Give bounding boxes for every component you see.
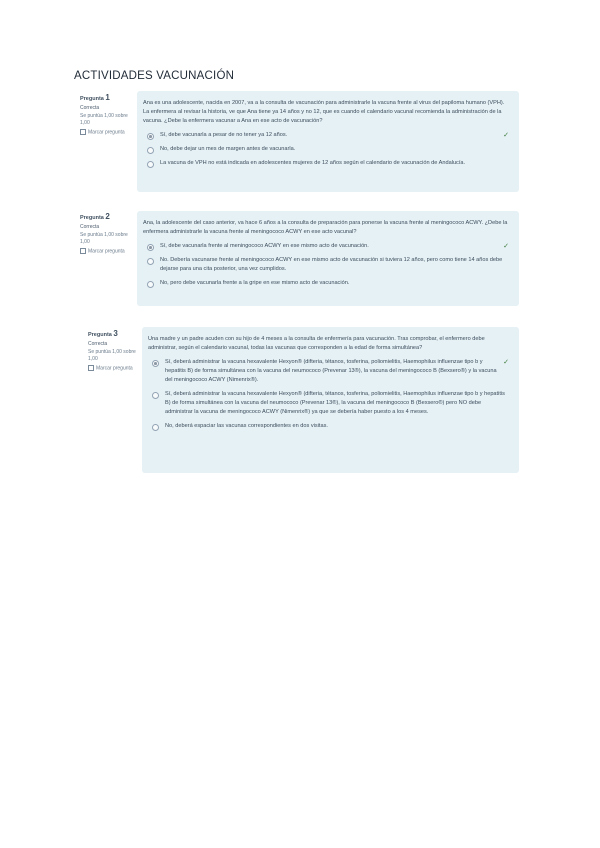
- answer-text: Sí, deberá administrar la vacuna hexavalente Hexyon® (difteria, tétanos, tosferina, poliomielitis, Haemophilus influenzae tipo b y hepatitis B) de forma simultánea con la vacuna del neumococo (Prevenar 13®), la vacuna del meningococo B (Bexsero®) y la vacuna del meningococo ACWY (Nimenrix®).: [165, 359, 497, 383]
- question-box: [137, 211, 519, 306]
- question-number: Pregunta 3: [88, 329, 118, 338]
- answer-option[interactable]: [152, 422, 509, 431]
- question-number: Pregunta 1: [80, 93, 110, 102]
- question-grade: Se puntúa 1,00 sobre 1,00: [80, 113, 128, 126]
- answer-option[interactable]: [147, 279, 509, 288]
- flag-question-button[interactable]: Marcar pregunta: [80, 129, 136, 136]
- flag-icon: [80, 129, 86, 135]
- answer-list: [147, 131, 509, 168]
- question-number: Pregunta 2: [80, 212, 110, 221]
- answer-text: Sí, deberá administrar la vacuna hexavalente Hexyon® (difteria, tétanos, tosferina, poliomielitis, Haemophilus influenzae tipo b y hepatitis B) de forma simultánea con la vacuna del neumococo (Prevenar 13®), la vacuna del meningococo B (Bexsero®) pero NO debe administrar la vacuna de meningococo ACWY (Nimenrix®) ya que se debería haber puesto a los 4 meses.: [165, 391, 505, 415]
- answer-list: [152, 358, 509, 431]
- answer-list: [147, 242, 509, 288]
- answer-text: La vacuna de VPH no está indicada en adolescentes mujeres de 12 años según el calendario de vacunación de Andalucía.: [160, 160, 466, 166]
- flag-icon: [80, 248, 86, 254]
- question-state: Correcta: [80, 223, 100, 230]
- answer-option[interactable]: [147, 145, 509, 154]
- question-info: [88, 331, 144, 372]
- answer-option[interactable]: [152, 390, 509, 417]
- question-info: [80, 214, 136, 255]
- radio-button[interactable]: [147, 258, 154, 265]
- answer-option[interactable]: [147, 242, 509, 251]
- answer-text: No. Debería vacunarse frente al meningococo ACWY en ese mismo acto de vacunación si tuviera 12 años, pero como tiene 14 años debe dejarse para una cita posterior, una vez cumplidos.: [160, 257, 503, 272]
- answer-text: Sí, debe vacunarla frente al meningococo ACWY en ese mismo acto de vacunación.: [160, 243, 369, 249]
- question-grade: Se puntúa 1,00 sobre 1,00: [88, 349, 136, 362]
- radio-button[interactable]: [147, 161, 154, 168]
- radio-selected[interactable]: [152, 360, 159, 367]
- answer-text: No, debe dejar un mes de margen antes de vacunarla.: [160, 146, 296, 152]
- question-grade: Se puntúa 1,00 sobre 1,00: [80, 232, 128, 245]
- check-icon: ✓: [503, 243, 509, 250]
- flag-icon: [88, 365, 94, 371]
- flag-question-button[interactable]: Marcar pregunta: [88, 365, 144, 372]
- radio-selected[interactable]: [147, 133, 154, 140]
- question-text: Una madre y un padre acuden con su hijo de 4 meses a la consulta de enfermería para vacunación. Tras comprobar, el enfermero debe administrar, según el calendario vacunal, todas las vacunas que corresponden a la edad de forma simultánea?: [148, 336, 485, 351]
- page-title: ACTIVIDADES VACUNACIÓN: [74, 70, 235, 82]
- question-info: [80, 95, 136, 136]
- question-box: [142, 327, 519, 473]
- radio-button[interactable]: [152, 424, 159, 431]
- answer-option[interactable]: [152, 358, 509, 385]
- question-box: [137, 91, 519, 192]
- question-state: Correcta: [88, 340, 108, 347]
- radio-button[interactable]: [152, 392, 159, 399]
- check-icon: ✓: [503, 132, 509, 139]
- answer-option[interactable]: [147, 131, 509, 140]
- answer-text: No, pero debe vacunarla frente a la gripe en ese mismo acto de vacunación.: [160, 280, 350, 286]
- question-text: Ana, la adolescente del caso anterior, va hace 6 años a la consulta de preparación para ponerse la vacuna frente al meningococo ACWY. ¿Debe la enfermera administrarle la vacuna frente al meningococo ACWY en ese acto vacunal?: [143, 220, 508, 235]
- check-icon: ✓: [503, 359, 509, 366]
- flag-question-button[interactable]: Marcar pregunta: [80, 248, 136, 255]
- answer-text: Sí, debe vacunarla a pesar de no tener ya 12 años.: [160, 132, 288, 138]
- radio-button[interactable]: [147, 281, 154, 288]
- question-state: Correcta: [80, 104, 100, 111]
- question-text: Ana es una adolescente, nacida en 2007, va a la consulta de vacunación para administrarle la vacuna frente al virus del papiloma humano (VPH). La enfermera al revisar la historia, ve que Ana tiene ya 14 años y no 12, que es cuando el calendario vacunal recomienda la administración de la vacuna. ¿Debe la enfermera vacunar a Ana en ese acto de vacunación?: [143, 100, 505, 124]
- radio-selected[interactable]: [147, 244, 154, 251]
- radio-button[interactable]: [147, 147, 154, 154]
- answer-option[interactable]: [147, 159, 509, 168]
- answer-option[interactable]: [147, 256, 509, 274]
- answer-text: No, deberá espaciar las vacunas correspondientes en dos visitas.: [165, 423, 328, 429]
